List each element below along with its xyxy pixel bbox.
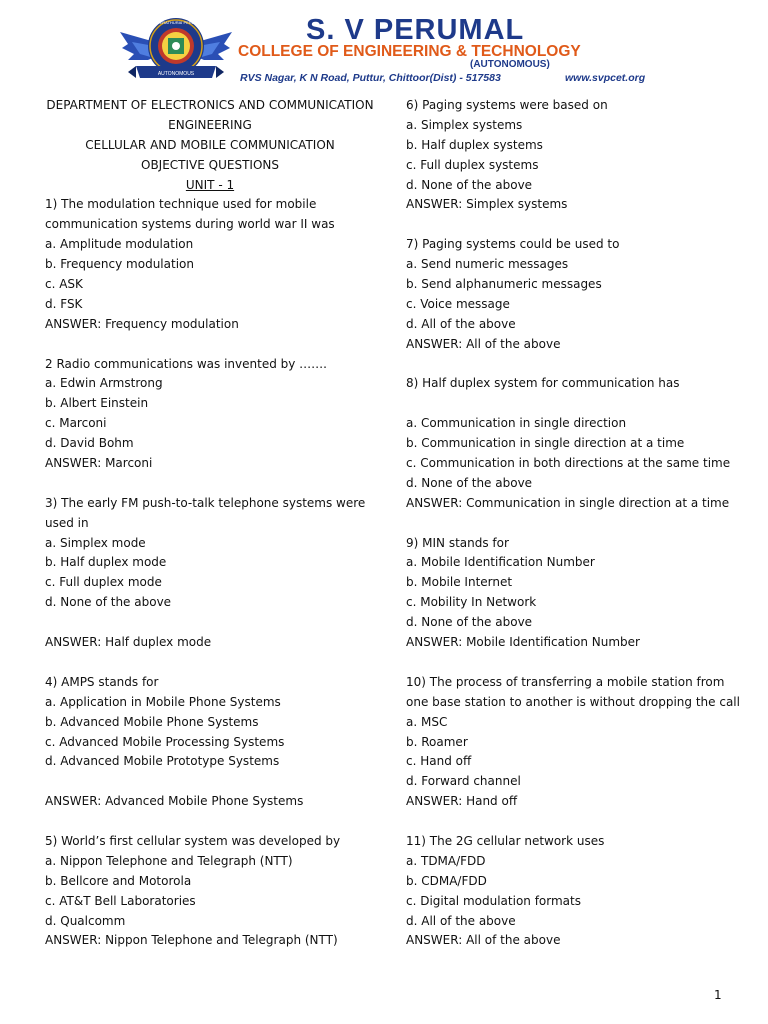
college-name: S. V PERUMAL [306, 14, 525, 46]
option: c. Mobility In Network [406, 595, 537, 610]
college-logo [118, 14, 234, 86]
option: a. TDMA/FDD [406, 853, 486, 868]
option: c. Hand off [406, 754, 472, 769]
option: a. Mobile Identification Number [406, 555, 595, 570]
college-address: RVS Nagar, K N Road, Puttur, Chittoor(Dist) - 517583 [240, 72, 501, 84]
question-text: 4) AMPS stands for [45, 674, 159, 689]
option: d. All of the above [406, 316, 516, 331]
option: c. Marconi [45, 416, 107, 431]
option: b. Albert Einstein [45, 396, 149, 411]
option: b. Roamer [406, 734, 468, 749]
answer: ANSWER: Nippon Telephone and Telegraph (NTT) [45, 933, 338, 948]
unit-title: UNIT - 1 [185, 177, 235, 192]
option: c. Communication in both directions at the same time [406, 456, 731, 471]
question-text: 9) MIN stands for [406, 535, 509, 550]
option: a. Simplex mode [45, 535, 146, 550]
question-text: one base station to another is without dropping the call [406, 694, 740, 709]
option: b. Communication in single direction at a time [406, 436, 685, 451]
left-column [45, 96, 375, 951]
option: a. Edwin Armstrong [45, 376, 163, 391]
option: c. ASK [45, 277, 83, 292]
option: c. Full duplex systems [406, 157, 539, 172]
department-title: DEPARTMENT OF ELECTRONICS AND COMMUNICATION [46, 98, 374, 112]
option: d. FSK [45, 296, 83, 311]
option: a. Send numeric messages [406, 257, 569, 272]
answer: ANSWER: Advanced Mobile Phone Systems [45, 794, 304, 809]
option: c. Advanced Mobile Processing Systems [45, 734, 285, 749]
option: d. None of the above [45, 595, 172, 610]
option: c. Full duplex mode [45, 575, 162, 590]
question-text: 6) Paging systems were based on [406, 98, 608, 112]
autonomous-label: (AUTONOMOUS) [470, 59, 550, 70]
question-text: communication systems during world war II was [45, 217, 335, 232]
question-text: 1) The modulation technique used for mobile [45, 197, 317, 212]
option: b. Bellcore and Motorola [45, 873, 192, 888]
option: b. CDMA/FDD [406, 873, 487, 888]
college-subtitle: COLLEGE OF ENGINEERING & TECHNOLOGY [238, 43, 581, 60]
option: a. MSC [406, 714, 448, 729]
question-text: 5) World’s first cellular system was developed by [45, 833, 341, 848]
option: c. Digital modulation formats [406, 893, 581, 908]
answer: ANSWER: All of the above [406, 336, 561, 351]
option: b. Advanced Mobile Phone Systems [45, 714, 259, 729]
option: d. Advanced Mobile Prototype Systems [45, 754, 280, 769]
option: b. Frequency modulation [45, 257, 194, 272]
question-text: 8) Half duplex system for communication has [406, 376, 680, 391]
question-text: 7) Paging systems could be used to [406, 237, 620, 252]
question-text: used in [45, 515, 89, 530]
option: a. Simplex systems [406, 117, 523, 132]
right-column [406, 96, 740, 951]
answer: ANSWER: Mobile Identification Number [406, 635, 640, 650]
option: d. None of the above [406, 177, 533, 192]
option: c. AT&T Bell Laboratories [45, 893, 196, 908]
option: c. Voice message [406, 296, 510, 311]
answer: ANSWER: Marconi [45, 456, 153, 471]
option: a. Amplitude modulation [45, 237, 194, 252]
option: b. Mobile Internet [406, 575, 513, 590]
option: d. Qualcomm [45, 913, 126, 928]
college-website: www.svpcet.org [565, 72, 646, 84]
question-text: 10) The process of transferring a mobile station from [406, 674, 725, 689]
answer: ANSWER: Communication in single direction at a time [406, 495, 730, 510]
question-text: 11) The 2G cellular network uses [406, 833, 605, 848]
question-text: 2 Radio communications was invented by ……. [45, 356, 327, 371]
option: d. David Bohm [45, 436, 134, 451]
subject-title: CELLULAR AND MOBILE COMMUNICATION [85, 137, 335, 152]
option: a. Communication in single direction [406, 416, 627, 431]
question-type-title: OBJECTIVE QUESTIONS [141, 157, 279, 172]
option: b. Half duplex systems [406, 137, 543, 152]
answer: ANSWER: Half duplex mode [45, 635, 212, 650]
page-number: 1 [714, 988, 722, 1002]
logo-ring-text: SRI PERATHURAI PERUMAL [149, 20, 203, 25]
answer: ANSWER: Frequency modulation [45, 316, 239, 331]
department-title-2: ENGINEERING [168, 117, 252, 132]
option: a. Nippon Telephone and Telegraph (NTT) [45, 853, 293, 868]
option: d. Forward channel [406, 774, 521, 789]
answer: ANSWER: Simplex systems [406, 197, 568, 212]
option: d. None of the above [406, 615, 533, 630]
answer: ANSWER: All of the above [406, 933, 561, 948]
option: d. None of the above [406, 475, 533, 490]
option: b. Send alphanumeric messages [406, 277, 602, 292]
logo-ribbon-text: AUTONOMOUS [157, 71, 195, 77]
question-text: 3) The early FM push-to-talk telephone systems were [45, 495, 366, 510]
answer: ANSWER: Hand off [406, 794, 518, 809]
college-header [0, 0, 768, 95]
option: a. Application in Mobile Phone Systems [45, 694, 281, 709]
option: d. All of the above [406, 913, 516, 928]
option: b. Half duplex mode [45, 555, 167, 570]
